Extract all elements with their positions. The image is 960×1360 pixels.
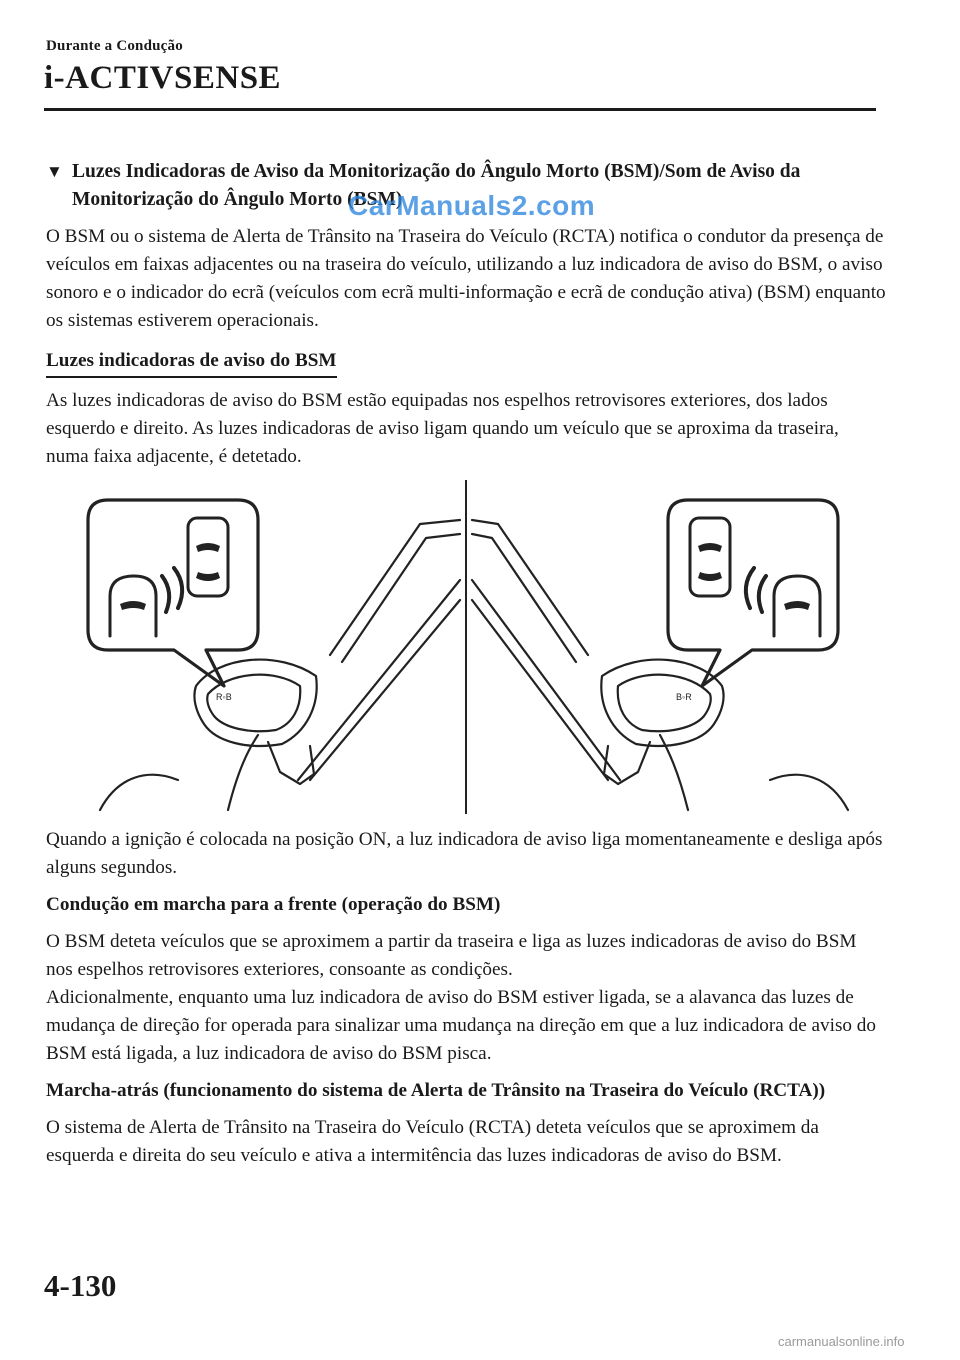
header-rule (44, 108, 876, 111)
watermark-logo: CarManuals2.com (348, 190, 596, 221)
left-callout-bubble (88, 500, 258, 686)
left-body-curve (100, 775, 178, 810)
page-content (46, 158, 886, 1179)
right-body-curve (770, 775, 848, 810)
left-mirror-arm (268, 742, 314, 784)
left-own-car-icon (188, 518, 228, 596)
right-window-edge (472, 580, 620, 780)
left-wave-1 (162, 576, 169, 612)
left-mirror-bsm-symbol: R◦B (216, 692, 232, 702)
left-approaching-car-windshield (120, 601, 146, 610)
left-own-car-windshield (196, 543, 220, 552)
right-pillar-outer (472, 520, 588, 655)
section-heading-text: Luzes Indicadoras de Aviso da Monitorização do Ângulo Morto (BSM)/Som de Aviso da Monitorização do Ângulo Morto (BSM) (72, 161, 801, 210)
triangle-bullet-icon: ▼ (46, 162, 63, 181)
right-mirror-bsm-symbol: B◦R (676, 692, 692, 702)
right-wave-2 (746, 568, 754, 608)
right-own-car-windshield (698, 543, 722, 552)
subheading-bsm-lights: Luzes indicadoras de aviso do BSM (46, 348, 337, 378)
right-own-car-rear (698, 572, 722, 581)
footer-watermark: carmanualsonline.info (778, 1334, 905, 1349)
right-wave-1 (759, 576, 766, 612)
intro-paragraph: O BSM ou o sistema de Alerta de Trânsito na Traseira do Veículo (RCTA) notifica o condutor da presença de veículos em faixas adjacentes ou na traseira do veículo, utilizando a luz indicadora de aviso do BSM, o aviso sonoro e o indicador do ecrã (veículos com ecrã multi-informação e ecrã de condução ativa) (BSM) enquanto os sistemas estiverem operacionais. (46, 226, 886, 331)
mirror-illustration (48, 480, 868, 814)
page-number: 4-130 (44, 1268, 117, 1303)
left-window-edge (298, 580, 460, 780)
running-header-section: Durante a Condução (46, 38, 183, 54)
subheading-reverse: Marcha-atrás (funcionamento do sistema de Alerta de Trânsito na Traseira do Veículo (RCTA)) (46, 1080, 826, 1101)
right-mirror-glass (618, 675, 711, 732)
right-mirror-arm (604, 742, 650, 784)
right-window-edge-2 (472, 600, 608, 780)
left-wave-2 (174, 568, 182, 608)
right-own-car-icon (690, 518, 730, 596)
left-own-car-rear (196, 572, 220, 581)
right-approaching-car-windshield (784, 601, 810, 610)
left-pillar-outer (330, 520, 460, 655)
forward-paragraph-2: Adicionalmente, enquanto uma luz indicadora de aviso do BSM estiver ligada, se a alavanca das luzes de mudança de direção for operada para sinalizar uma mudança na direção em que a luz indicadora de aviso do BSM está ligada, a luz indicadora de aviso do BSM pisca. (46, 987, 876, 1064)
forward-paragraph-1: O BSM deteta veículos que se aproximem a partir da traseira e liga as luzes indicadoras de aviso do BSM nos espelhos retrovisores exteriores, consoante as condições. (46, 931, 857, 980)
right-pillar-inner (472, 534, 576, 662)
reverse-paragraph: O sistema de Alerta de Trânsito na Traseira do Veículo (RCTA) deteta veículos que se aproximem da esquerda e direita do seu veículo e ativa a intermitência das luzes indicadoras de aviso do BSM. (46, 1117, 819, 1166)
subheading-forward: Condução em marcha para a frente (operação do BSM) (46, 894, 501, 915)
ignition-paragraph: Quando a ignição é colocada na posição ON, a luz indicadora de aviso liga momentaneamente e desliga após alguns segundos. (46, 829, 883, 878)
left-window-edge-2 (310, 600, 460, 780)
running-header-chapter: i-ACTIVSENSE (44, 60, 282, 96)
bsm-lights-paragraph: As luzes indicadoras de aviso do BSM estão equipadas nos espelhos retrovisores exteriores, dos lados esquerdo e direito. As luzes indicadoras de aviso ligam quando um veículo que se aproxima da traseira, numa faixa adjacente, é detetado. (46, 390, 839, 467)
